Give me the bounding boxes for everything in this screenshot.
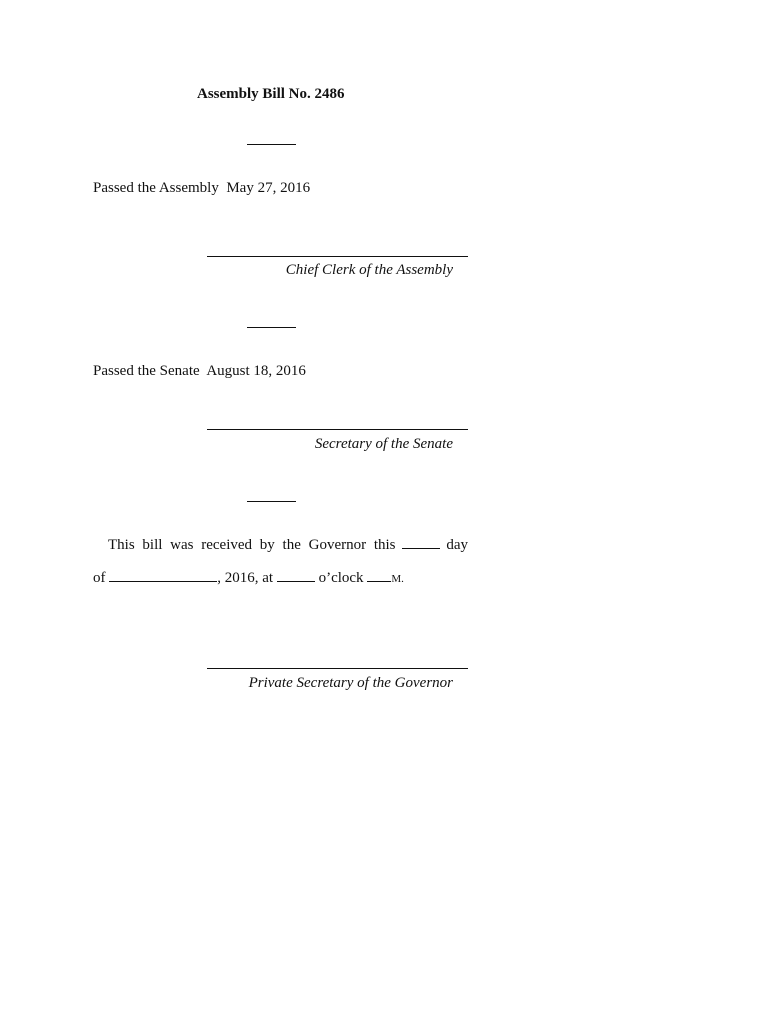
divider-1 — [247, 144, 296, 145]
senate-passed-label: Passed the Senate — [93, 363, 200, 379]
senate-signer-title: Secretary of the Senate — [314, 436, 453, 452]
bill-title: Assembly Bill No. 2486 — [197, 86, 345, 102]
assembly-signer-title: Chief Clerk of the Assembly — [285, 262, 453, 278]
oclock-text: o’clock — [318, 570, 364, 586]
governor-signer-title: Private Secretary of the Governor — [248, 675, 453, 691]
governor-signature-line — [207, 668, 468, 669]
governor-received-line — [108, 536, 468, 554]
assembly-passed-label: Passed the Assembly — [93, 180, 219, 196]
assembly-signature-line — [207, 256, 468, 257]
year-text: , 2016, at — [217, 570, 274, 586]
day-blank — [402, 536, 440, 549]
hour-blank — [277, 569, 315, 582]
of-word: of — [93, 570, 106, 586]
divider-2 — [247, 327, 296, 328]
senate-passage-line — [93, 363, 306, 380]
meridiem-blank — [367, 569, 391, 582]
meridiem-suffix: M. — [391, 573, 404, 585]
divider-3 — [247, 501, 296, 502]
governor-date-line — [93, 569, 404, 587]
governor-received-text: This bill was received by the Governor this — [108, 537, 396, 553]
senate-signature-line — [207, 429, 468, 430]
senate-passed-date: August 18, 2016 — [206, 363, 306, 379]
month-blank — [109, 569, 217, 582]
day-word: day — [446, 537, 468, 553]
assembly-passed-date: May 27, 2016 — [226, 180, 311, 196]
assembly-passage-line — [93, 180, 310, 197]
